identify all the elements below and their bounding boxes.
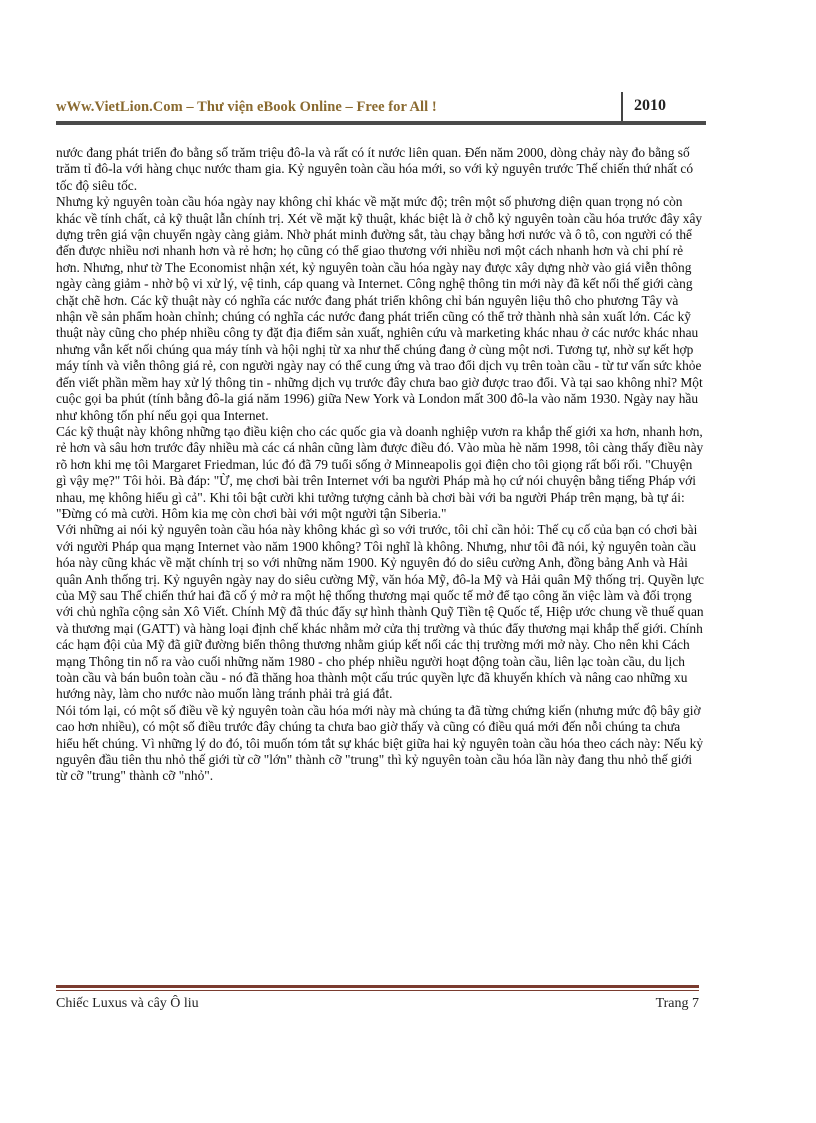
page-header [56, 92, 706, 122]
footer-page-number: Trang 7 [655, 996, 699, 1011]
header-year: 2010 [634, 97, 666, 114]
body-text [56, 145, 706, 785]
paragraph: Với những ai nói kỷ nguyên toàn cầu hóa này không khác gì so với trước, tôi chỉ cần hỏi: Thế cụ cố của bạn có chơi bài với người Pháp qua mạng Internet vào năm 1900 không? Tôi nghĩ là không. Nhưng, như tôi đã nói, kỷ nguyên toàn cầu hóa này cũng khác về mặt chính trị so với những năm 1900. Kỷ nguyên đó do siêu cường Anh, đồng bảng Anh và Hải quân Anh thống trị. Kỷ nguyên ngày nay do siêu cường Mỹ, văn hóa Mỹ, đô-la Mỹ và Hải quân Mỹ thống trị. Quyền lực của Mỹ sau Thế chiến thứ hai đã cố ý mở ra một hệ thống thương mại quốc tế mở để tạo công ăn việc làm và đối trọng với chủ nghĩa cộng sản Xô Viết. Chính Mỹ đã thúc đẩy sự hình thành Quỹ Tiền tệ Quốc tế, Hiệp ước chung về thuế quan và thương mại (GATT) và hàng loại định chế khác nhằm mở cửa thị trường và thúc đẩy thương mại khắp thế giới. Chính các hạm đội của Mỹ đã giữ đường biển thông thương nhằm giúp kết nối các thị trường mới mở này. Cho nên khi Cách mạng Thông tin nổ ra vào cuối những năm 1980 - cho phép nhiều người hoạt động toàn cầu, liên lạc toàn cầu, du lịch toàn cầu và bán buôn toàn cầu - nó đã thăng hoa thành một cấu trúc quyền lực đã khuyến khích và nâng cao những xu hướng này, làm cho nước nào muốn làng tránh phải trả giá đắt. [56, 522, 704, 702]
paragraph: Các kỹ thuật này không những tạo điều kiện cho các quốc gia và doanh nghiệp vươn ra khắp thế giới xa hơn, nhanh hơn, rẻ hơn và sâu hơn trước đây nhiều mà các cá nhân cũng làm được điều đó. Vào mùa hè năm 1998, tôi càng thấy điều này rõ hơn khi mẹ tôi Margaret Friedman, lúc đó đã 79 tuổi sống ở Minneapolis gọi điện cho tôi giọng rất bối rối. "Chuyện gì vậy mẹ?" Tôi hỏi. Bà đáp: "Ừ, mẹ chơi bài trên Internet với ba người Pháp mà họ cứ nói chuyện bằng tiếng Pháp với nhau, mẹ không hiểu gì cả". Khi tôi bật cười khi tưởng tượng cảnh bà chơi bài với ba người Pháp trên mạng, bà tự ái: "Đừng có mà cười. Hôm kia mẹ còn chơi bài với một người tận Siberia." [56, 423, 704, 521]
footer-rule-thin [56, 990, 699, 991]
footer-book-title: Chiếc Luxus và cây Ô liu [56, 996, 199, 1011]
header-site-title: wWw.VietLion.Com – Thư viện eBook Online – Free for All ! [56, 99, 437, 115]
header-rule [56, 121, 706, 125]
paragraph: nước đang phát triển đo bằng số trăm triệu đô-la và rất có ít nước liên quan. Đến năm 2000, dòng chảy này đo bằng số trăm tỉ đô-la với hàng chục nước tham gia. Kỷ nguyên toàn cầu hóa mới, so với kỷ nguyên trước Thế chiến thứ nhất có tốc độ siêu tốc. [56, 145, 694, 193]
header-divider [621, 92, 623, 122]
paragraph: Nói tóm lại, có một số điều về kỷ nguyên toàn cầu hóa mới này mà chúng ta đã từng chứng kiến (nhưng mức độ bây giờ cao hơn nhiều), có một số điều trước đây chúng ta chưa bao giờ thấy và cũng có điều quá mới đến nỗi chúng ta chưa hiểu hết chúng. Vì những lý do đó, tôi muốn tóm tắt sự khác biệt giữa hai kỷ nguyên toàn cầu hóa theo cách này: Nếu kỷ nguyên đầu tiên thu nhỏ thế giới từ cỡ "lớn" thành cỡ "trung" thì kỷ nguyên toàn cầu hóa lần này đang thu nhỏ thế giới từ cỡ "trung" thành cỡ "nhỏ". [56, 702, 704, 784]
footer-rule [56, 985, 699, 988]
paragraph: Nhưng kỷ nguyên toàn cầu hóa ngày nay không chỉ khác về mặt mức độ; trên một số phương diện quan trọng nó còn khác về tính chất, cả kỹ thuật lẫn chính trị. Xét về mặt kỹ thuật, khác biệt là ở chỗ kỷ nguyên toàn cầu hóa trước đây xây dựng trên giá vận chuyển ngày càng giảm. Nhờ phát minh đường sắt, tàu chạy bằng hơi nước và ô tô, con người có thể đến được nhiều nơi nhanh hơn và rẻ hơn; họ cũng có thể giao thương với nhiều nơi một cách nhanh hơn và chi phí rẻ hơn. Nhưng, như tờ The Economist nhận xét, kỷ nguyên toàn cầu hóa ngày nay được xây dựng nhờ vào giá viễn thông ngày càng giảm - nhờ bộ vi xử lý, vệ tinh, cáp quang và Internet. Công nghệ thông tin mới này đã kết nối thế giới càng chặt chẽ hơn. Các kỹ thuật này có nghĩa các nước đang phát triển không chỉ bán nguyên liệu thô cho phương Tây và nhận về sản phẩm hoàn chỉnh; chúng có nghĩa các nước đang phát triển cũng có thể trở thành nhà sản xuất lớn. Các kỹ thuật này cũng cho phép nhiều công ty đặt địa điểm sản xuất, nghiên cứu và marketing khác nhau ở các nước khác nhau nhưng vẫn kết nối chúng qua máy tính và hội nghị từ xa như thể chúng đang ở cùng một nơi. Tương tự, nhờ sự kết hợp máy tính và viễn thông giá rẻ, con người ngày nay có thể cung ứng và trao đổi dịch vụ trên toàn cầu - từ tư vấn sức khỏe đến viết phần mềm hay xử lý thông tin - những dịch vụ trước đây chưa bao giờ được trao đổi. Và tại sao không nhỉ? Một cuộc gọi ba phút (tính bằng đô-la giá năm 1996) giữa New York và London mất 300 đô-la vào năm 1930. Ngày nay hầu như không tốn phí nếu gọi qua Internet. [56, 194, 703, 423]
